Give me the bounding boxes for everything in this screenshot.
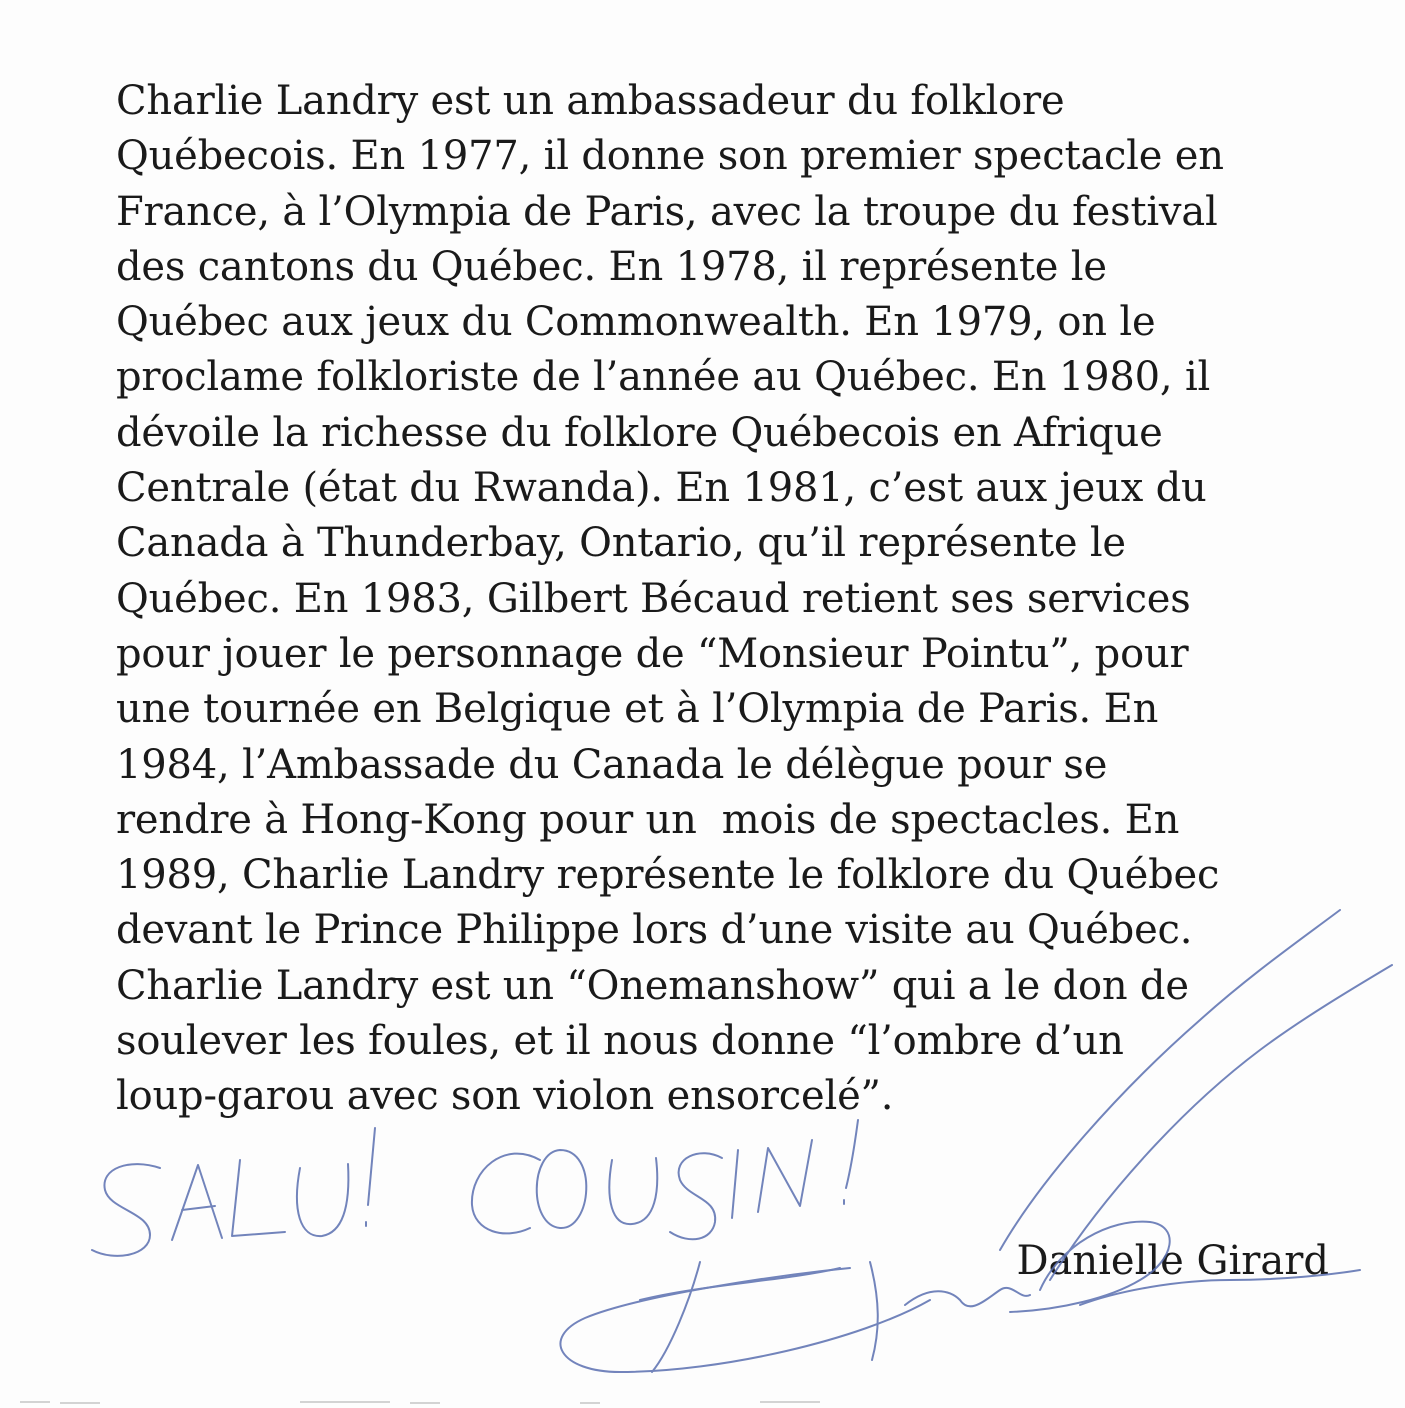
text-line: pour jouer le personnage de “Monsieur Pointu”, pour	[116, 630, 1189, 677]
text-line: loup-garou avec son violon ensorcelé”.	[116, 1073, 894, 1120]
text-line: Canada à Thunderbay, Ontario, qu’il représente le	[116, 520, 1126, 567]
text-line: Québec. En 1983, Gilbert Bécaud retient ses services	[116, 575, 1191, 622]
text-line: Charlie Landry est un “Onemanshow” qui a le don de	[116, 962, 1189, 1009]
text-line: proclame folkloriste de l’année au Québec. En 1980, il	[116, 354, 1211, 401]
text-line: soulever les foules, et il nous donne “l’ombre d’un	[116, 1018, 1124, 1065]
author-name: Danielle Girard	[1016, 1238, 1329, 1284]
text-line: une tournée en Belgique et à l’Olympia de Paris. En	[116, 686, 1159, 733]
text-line: Québecois. En 1977, il donne son premier spectacle en	[116, 133, 1224, 180]
text-line: 1989, Charlie Landry représente le folklore du Québec	[116, 852, 1220, 899]
scan-edge-noise	[0, 1398, 1405, 1408]
text-line: Centrale (état du Rwanda). En 1981, c’est aux jeux du	[116, 465, 1207, 512]
text-line: Charlie Landry est un ambassadeur du folklore	[116, 78, 1065, 124]
text-line: des cantons du Québec. En 1978, il représente le	[116, 243, 1107, 290]
biography-paragraph	[116, 74, 1356, 1125]
text-line: France, à l’Olympia de Paris, avec la troupe du festival	[116, 188, 1218, 235]
text-line: 1984, l’Ambassade du Canada le délègue pour se	[116, 741, 1108, 788]
text-line: Québec aux jeux du Commonwealth. En 1979, on le	[116, 299, 1156, 346]
text-line: dévoile la richesse du folklore Québecois en Afrique	[116, 409, 1163, 456]
text-line: devant le Prince Philippe lors d’une visite au Québec.	[116, 907, 1193, 954]
text-line: rendre à Hong-Kong pour un mois de spectacles. En	[116, 796, 1180, 843]
